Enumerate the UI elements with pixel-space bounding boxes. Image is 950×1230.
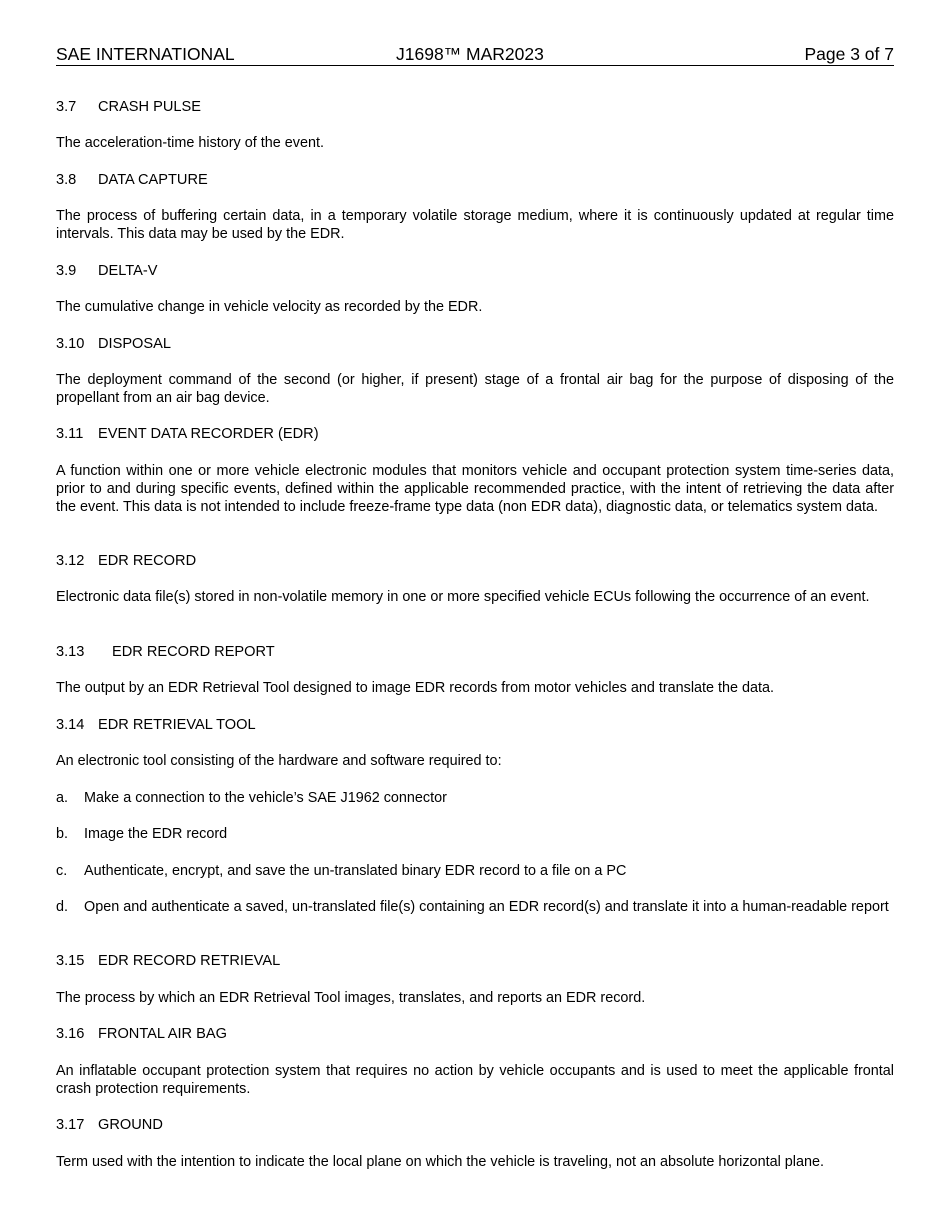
section-title: FRONTAL AIR BAG bbox=[98, 1026, 227, 1042]
section-title: EVENT DATA RECORDER (EDR) bbox=[98, 426, 319, 442]
header-organization: SAE INTERNATIONAL bbox=[56, 44, 235, 64]
section-heading bbox=[56, 335, 171, 353]
list-item-text: Authenticate, encrypt, and save the un-translated binary EDR record to a file on a PC bbox=[84, 863, 627, 879]
section-body: The process of buffering certain data, in a temporary volatile storage medium, where it is continuously updated at regular time intervals. This data may be used by the EDR. bbox=[56, 208, 894, 243]
section-body: The acceleration-time history of the event. bbox=[56, 135, 324, 151]
section-body: Term used with the intention to indicate the local plane on which the vehicle is traveling, not an absolute horizontal plane. bbox=[56, 1154, 824, 1170]
section-number: 3.16 bbox=[56, 1026, 85, 1042]
section-heading bbox=[56, 716, 256, 734]
section-title: EDR RETRIEVAL TOOL bbox=[98, 717, 256, 733]
section-heading bbox=[56, 1116, 163, 1134]
section-heading bbox=[56, 643, 275, 661]
section-title: DATA CAPTURE bbox=[98, 172, 208, 188]
section-number: 3.14 bbox=[56, 717, 85, 733]
section-heading bbox=[56, 552, 196, 570]
section-number: 3.17 bbox=[56, 1117, 85, 1133]
section-heading bbox=[56, 1025, 227, 1043]
list-marker: b. bbox=[56, 826, 69, 842]
list-item bbox=[56, 898, 894, 916]
section-heading bbox=[56, 171, 208, 189]
header-document-id: J1698™ MAR2023 bbox=[396, 44, 544, 64]
section-number: 3.8 bbox=[56, 172, 77, 188]
section-number: 3.7 bbox=[56, 99, 77, 115]
list-marker: d. bbox=[56, 899, 69, 915]
section-number: 3.15 bbox=[56, 953, 85, 969]
page-header bbox=[56, 43, 894, 66]
section-heading bbox=[56, 262, 157, 280]
list-item bbox=[56, 862, 894, 880]
section-number: 3.9 bbox=[56, 263, 77, 279]
section-title: EDR RECORD bbox=[98, 553, 197, 569]
section-title: EDR RECORD REPORT bbox=[112, 644, 275, 660]
section-number: 3.10 bbox=[56, 336, 85, 352]
list-item-text: Open and authenticate a saved, un-translated file(s) containing an EDR record(s) and translate it into a human-readable report bbox=[84, 899, 889, 915]
list-item-text: Make a connection to the vehicle’s SAE J1962 connector bbox=[84, 790, 447, 806]
section-number: 3.12 bbox=[56, 553, 85, 569]
section-body: Electronic data file(s) stored in non-volatile memory in one or more specified vehicle ECUs following the occurrence of an event. bbox=[56, 589, 870, 605]
section-title: DISPOSAL bbox=[98, 336, 171, 352]
list-item-text: Image the EDR record bbox=[84, 826, 228, 842]
list-marker: a. bbox=[56, 790, 69, 806]
section-title: DELTA-V bbox=[98, 263, 158, 279]
section-body: The deployment command of the second (or higher, if present) stage of a frontal air bag for the purpose of disposing of the propellant from an air bag device. bbox=[56, 372, 894, 407]
section-title: EDR RECORD RETRIEVAL bbox=[98, 953, 281, 969]
section-title: GROUND bbox=[98, 1117, 163, 1133]
section-body: An electronic tool consisting of the hardware and software required to: bbox=[56, 753, 502, 769]
section-body: A function within one or more vehicle electronic modules that monitors vehicle and occupant protection system time-series data, prior to and during specific events, defined within the applicable recommended practice, with the intent of retrieving the data after the event. This data is not intended to include freeze-frame type data (non EDR data), diagnostic data, or telematics system data. bbox=[56, 463, 894, 516]
section-body: An inflatable occupant protection system that requires no action by vehicle occupants and is used to meet the applicable frontal crash protection requirements. bbox=[56, 1063, 894, 1098]
list-marker: c. bbox=[56, 863, 68, 879]
section-body: The output by an EDR Retrieval Tool designed to image EDR records from motor vehicles and translate the data. bbox=[56, 680, 775, 696]
section-number: 3.11 bbox=[56, 426, 84, 442]
list-item bbox=[56, 825, 894, 843]
section-heading bbox=[56, 425, 319, 443]
section-body: The process by which an EDR Retrieval Tool images, translates, and reports an EDR record. bbox=[56, 990, 646, 1006]
section-heading bbox=[56, 98, 201, 116]
header-page-number: Page 3 of 7 bbox=[804, 44, 894, 64]
section-heading bbox=[56, 952, 280, 970]
section-body: The cumulative change in vehicle velocity as recorded by the EDR. bbox=[56, 299, 483, 315]
list-item bbox=[56, 789, 894, 807]
section-number: 3.13 bbox=[56, 644, 85, 660]
section-title: CRASH PULSE bbox=[98, 99, 201, 115]
